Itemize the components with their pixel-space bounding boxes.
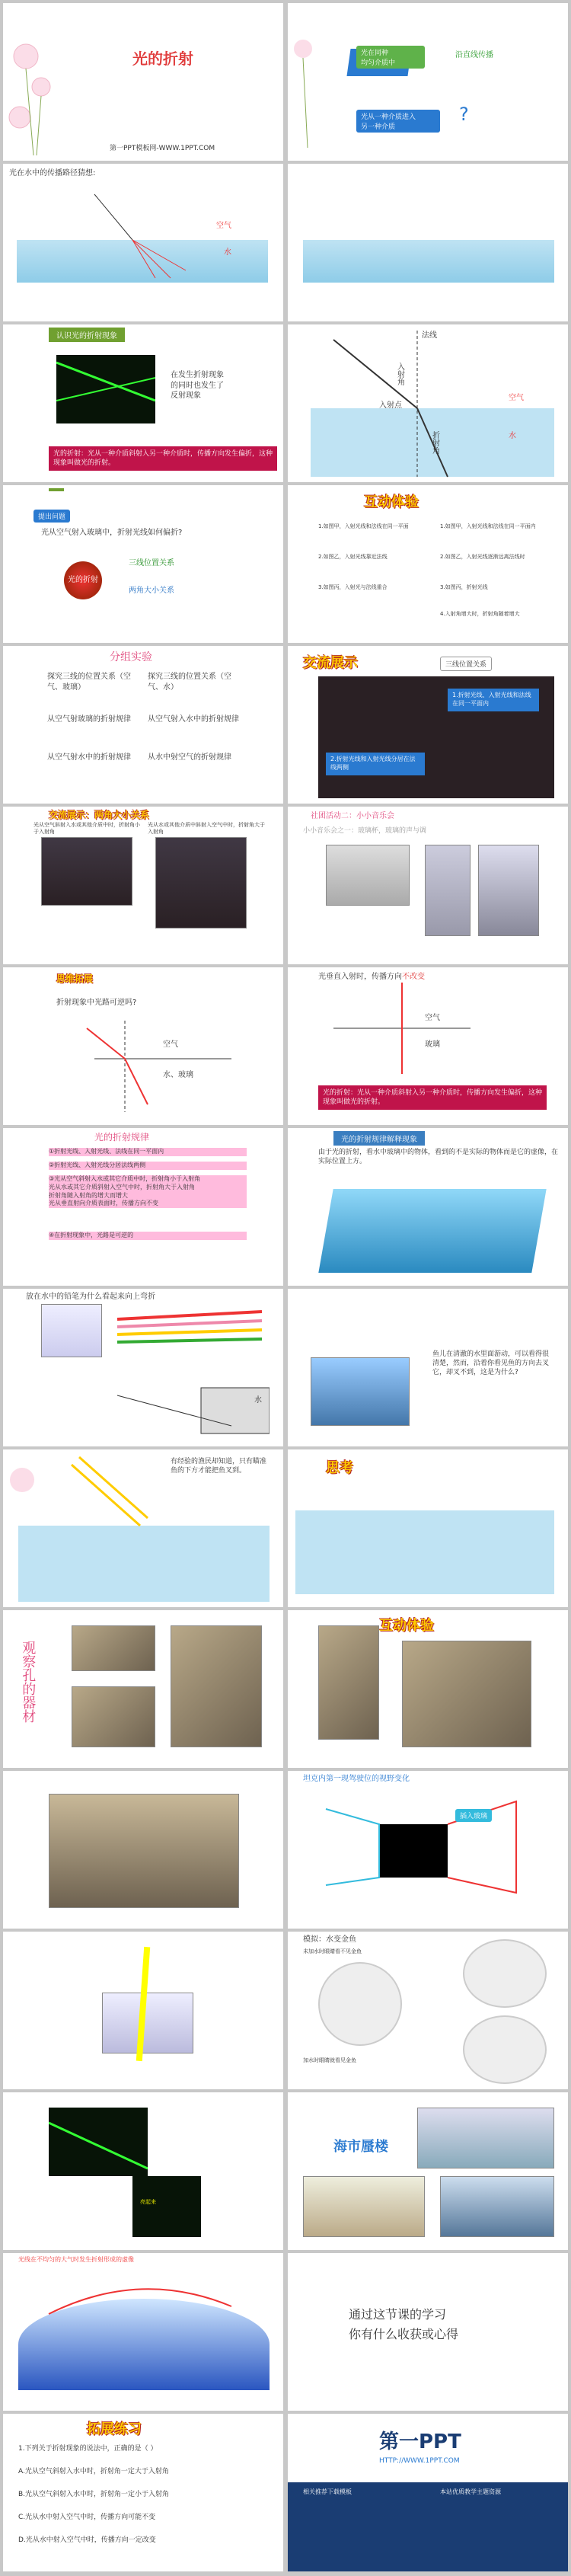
slide-tank <box>3 1771 283 1929</box>
fisherman-illustration <box>311 1357 410 1426</box>
slide-heading: 社团活动二：小小音乐会 <box>311 812 394 820</box>
incident-angle-label: 入射角 <box>395 363 404 385</box>
site-text: 第一PPT模板网-WWW.1PPT.COM <box>110 145 215 152</box>
slide-recognize <box>3 324 283 482</box>
bowl <box>463 1939 547 2008</box>
photo <box>155 837 247 928</box>
question-icon: ? <box>459 104 469 125</box>
label-straight: 沿直线传播 <box>455 51 493 59</box>
water-label: 水 <box>254 1396 262 1405</box>
show-title: 交流展示：两角大小关系 <box>49 810 150 820</box>
caption: 未加水时眼睛看不见金鱼 <box>303 1948 362 1954</box>
note: 光从水或其他介质中斜射入空气中时，折射角大于入射角 <box>148 822 265 836</box>
rule: ③光从空气斜射入水或其它介质中时，折射角小于入射角 光从水或其它介质斜射入空气中时，折射角大于入射角 折射角随入射角的增大而增大 光从垂直射向介质表面时，传播方向不变 <box>49 1175 247 1208</box>
list-item: 1.如图甲，入射光线和法线在同一平面 <box>318 523 409 529</box>
photo <box>171 1625 262 1747</box>
slide-summary <box>288 2253 568 2411</box>
slide-show-angles <box>3 807 283 964</box>
interactive-title: 互动体验 <box>379 1618 434 1634</box>
slide-brand <box>288 2414 568 2571</box>
summary-line-1: 通过这节课的学习 <box>349 2307 447 2322</box>
fish-text: 鱼儿在清澈的水里面游动，可以看得很清楚，然而，沿着你看见鱼的方向去叉它，却叉不到，这是为什么? <box>432 1350 550 1377</box>
water-label: 水 <box>224 248 231 257</box>
view-diagram <box>288 1771 568 1929</box>
air-label: 空气 <box>425 1014 440 1022</box>
section-ribbon <box>49 488 64 491</box>
photo <box>402 1641 531 1747</box>
list-item: 2.如图乙，入射光线靠近法线 <box>318 554 388 560</box>
note: 光从空气斜射入水或其他介质中时，折射角小于入射角 <box>33 822 140 836</box>
conclusion-1: 1.折射光线、入射光线和法线在同一平面内 <box>448 689 539 711</box>
slide-diagram-labels <box>288 324 568 482</box>
refraction-circle: 光的折射 <box>64 561 102 599</box>
bowl <box>318 1962 402 2046</box>
subtitle: 小小音乐会之一：玻璃杯，玻璃的声与调 <box>303 827 427 835</box>
photo <box>303 2176 425 2237</box>
refract-angle-label: 折射角 <box>430 431 439 454</box>
slide-heading: 光线在不均匀的大气时发生折射形成的虚像 <box>18 2256 134 2263</box>
tag: 亮起来 <box>140 2199 156 2205</box>
slide-thinking <box>3 967 283 1125</box>
glass-block <box>102 1993 193 2053</box>
photo <box>417 2108 554 2169</box>
exercise-title: 拓展练习 <box>87 2421 142 2437</box>
slide-atmosphere <box>3 2253 283 2411</box>
glass-photo <box>41 1304 102 1357</box>
section-ribbon: 光的折射规律解释现象 <box>333 1131 425 1146</box>
section-ribbon: 认识光的折射现象 <box>49 328 125 342</box>
vertical-title: 观察孔的器材 <box>20 1641 37 1723</box>
footer-links <box>288 2482 568 2571</box>
incident-point-label: 入射点 <box>379 401 402 410</box>
list-item: 从空气射入水中的折射规律 <box>148 715 239 724</box>
list-item: 探究三线的位置关系（空气、水） <box>148 673 231 692</box>
laser-photo <box>49 2108 148 2176</box>
list-item: 从空气射玻璃的折射规律 <box>47 715 131 724</box>
think-title: 思考 <box>326 1460 353 1476</box>
eye-rays <box>64 1449 155 1541</box>
slide-heading: 放在水中的铅笔为什么看起来向上弯折 <box>26 1293 155 1301</box>
label-homogeneous: 光在同种 均匀介质中 <box>356 46 425 69</box>
bowl <box>463 2015 547 2084</box>
list-item: 从空气射水中的折射规律 <box>47 753 131 762</box>
fisherman-text: 有经验的渔民却知道，只有瞄准鱼的下方才能把鱼叉到。 <box>171 1458 267 1475</box>
slide-club <box>288 807 568 964</box>
mirage-title: 海市蜃楼 <box>333 2139 388 2155</box>
slide-group-exp <box>3 646 283 804</box>
slide-heading: 分组实验 <box>110 651 152 663</box>
slide-goldfish <box>288 1932 568 2089</box>
photo <box>72 1686 155 1747</box>
list-item: 4.入射角增大时，折射角随着增大 <box>440 611 520 617</box>
water-area <box>295 1510 554 1594</box>
label-two-media: 光从一种介质进入 另一种介质 <box>356 110 440 133</box>
slide-fish <box>288 1289 568 1446</box>
photo <box>440 2176 554 2237</box>
list-item: 从水中射空气的折射规律 <box>148 753 231 762</box>
show-title: 交流展示 <box>303 655 358 671</box>
option-d: D.光从水中射入空气中时，传播方向一定改变 <box>18 2536 156 2544</box>
summary-line-2: 你有什么收获或心得 <box>349 2327 459 2341</box>
slide-peephole <box>3 1610 283 1768</box>
pencils-illustration <box>102 1304 270 1441</box>
option-three-lines: 三线位置关系 <box>129 559 174 567</box>
slide-laser <box>3 2092 283 2250</box>
slide-heading: 光在水中的传播路径猜想: <box>9 169 96 177</box>
caption: 加水时眼睛就看见金鱼 <box>303 2057 356 2063</box>
conclusion-2: 2.折射光线和入射光线分居在法线两侧 <box>326 753 425 775</box>
slide-explore <box>3 485 283 643</box>
option-two-angles: 两角大小关系 <box>129 586 174 595</box>
slide-exercise <box>3 2414 283 2571</box>
slide-think <box>288 1449 568 1607</box>
pool-illustration <box>318 1189 546 1273</box>
glass-label: 插入玻璃 <box>455 1809 492 1822</box>
slide-heading: 模拟：水变金鱼 <box>303 1935 356 1944</box>
interactive-title: 互动体验 <box>364 494 419 510</box>
option-a: A.光从空气斜射入水中时，折射角一定大于入射角 <box>18 2468 169 2475</box>
tank-photo <box>49 1794 239 1908</box>
slide-propagation <box>288 3 568 161</box>
water-glass-label: 水、玻璃 <box>163 1071 193 1079</box>
slide-tank-view <box>288 1771 568 1929</box>
footer-heading: 本站优质教学主题资源 <box>440 2488 501 2495</box>
slide-glass-block <box>3 1932 283 2089</box>
definition-box: 光的折射：光从一种介质斜射入另一种介质时，传播方向发生偏折，这种现象叫做光的折射。 <box>49 446 277 471</box>
atmosphere-rays <box>3 2253 283 2411</box>
normal-label: 法线 <box>422 331 437 340</box>
slide-perpendicular <box>288 967 568 1125</box>
tag: 三线位置关系 <box>440 657 492 671</box>
slide-pencil <box>3 1289 283 1446</box>
rule: ④在折射现象中，光路是可逆的 <box>49 1232 247 1240</box>
air-label: 空气 <box>163 1040 178 1049</box>
slide-fisherman <box>3 1449 283 1607</box>
slide-heading: 光的折射规律 <box>94 1132 150 1143</box>
explain-text: 由于光的折射，看水中玻璃中的物体，看到的不是实际的物体而是它的虚像，在实际位置上方。 <box>318 1149 559 1166</box>
caption: 坦克内第一现驾驶位的视野变化 <box>303 1775 410 1783</box>
slide-title-text: 光的折射 <box>132 50 193 68</box>
slide-rules <box>3 1128 283 1286</box>
thinking-title: 思维拓展 <box>56 973 94 984</box>
slide-show <box>288 646 568 804</box>
air-label: 空气 <box>216 222 231 230</box>
laser-photo <box>132 2176 201 2237</box>
glass-label: 玻璃 <box>425 1040 440 1049</box>
list-item: 3.如图丙，折射光线 <box>440 584 488 590</box>
photo <box>478 845 539 936</box>
definition-box: 光的折射：光从一种介质斜射入另一种介质时，传播方向发生偏折，这种现象叫做光的折射。 <box>318 1085 547 1110</box>
rule: ①折射光线、入射光线、法线在同一平面内 <box>49 1148 247 1156</box>
reflection-text: 在发生折射现象 的同时也发生了 反射现象 <box>171 371 224 400</box>
water-area <box>303 240 554 283</box>
list-item: 探究三线的位置关系（空气、玻璃） <box>47 673 131 692</box>
rule: ②折射光线、入射光线分居法线两侧 <box>49 1162 247 1170</box>
question: 1.下列关于折射现象的说法中，正确的是（ ） <box>18 2445 158 2453</box>
guess-rays <box>3 164 283 321</box>
flower-decoration <box>288 26 333 148</box>
reversible-diagram <box>3 967 283 1125</box>
slide-mirage <box>288 2092 568 2250</box>
option-c: C.光从水中射入空气中时，传播方向可能不变 <box>18 2514 156 2521</box>
question-text: 光从空气射入玻璃中，折射光线如何偏折? <box>41 529 183 537</box>
photo <box>41 837 132 906</box>
question-text: 折射现象中光路可逆吗? <box>56 999 137 1007</box>
photo <box>318 1625 379 1740</box>
refraction-diagram <box>288 324 568 482</box>
water-label: 水 <box>509 432 516 440</box>
slide-blank-water <box>288 164 568 321</box>
footer-heading: 相关推荐下载模板 <box>303 2488 352 2495</box>
list-item: 1.如图甲，入射光线和法线在同一平面内 <box>440 523 536 529</box>
photo <box>326 845 410 906</box>
list-item: 2.如图乙，入射光线逐渐远离法线时 <box>440 554 525 560</box>
slide-interactive-2 <box>288 1610 568 1768</box>
flower-decoration <box>3 26 64 155</box>
slide-guess <box>3 164 283 321</box>
option-b: B.光从空气斜射入水中时，折射角一定小于入射角 <box>18 2491 170 2498</box>
slide-heading: 光垂直入射时，传播方向不改变 <box>318 973 425 981</box>
photo <box>72 1625 155 1671</box>
air-label: 空气 <box>509 394 524 402</box>
question-tag: 提出问题 <box>33 510 70 523</box>
brand-url[interactable]: HTTP://WWW.1PPT.COM <box>379 2457 460 2465</box>
slide-title <box>3 3 283 161</box>
slide-explain <box>288 1128 568 1286</box>
slide-interactive <box>288 485 568 643</box>
laser-photo <box>56 355 155 423</box>
list-item: 3.如图丙，入射光与法线重合 <box>318 584 388 590</box>
brand-name: 第一PPT <box>379 2431 461 2453</box>
photo <box>425 845 471 936</box>
